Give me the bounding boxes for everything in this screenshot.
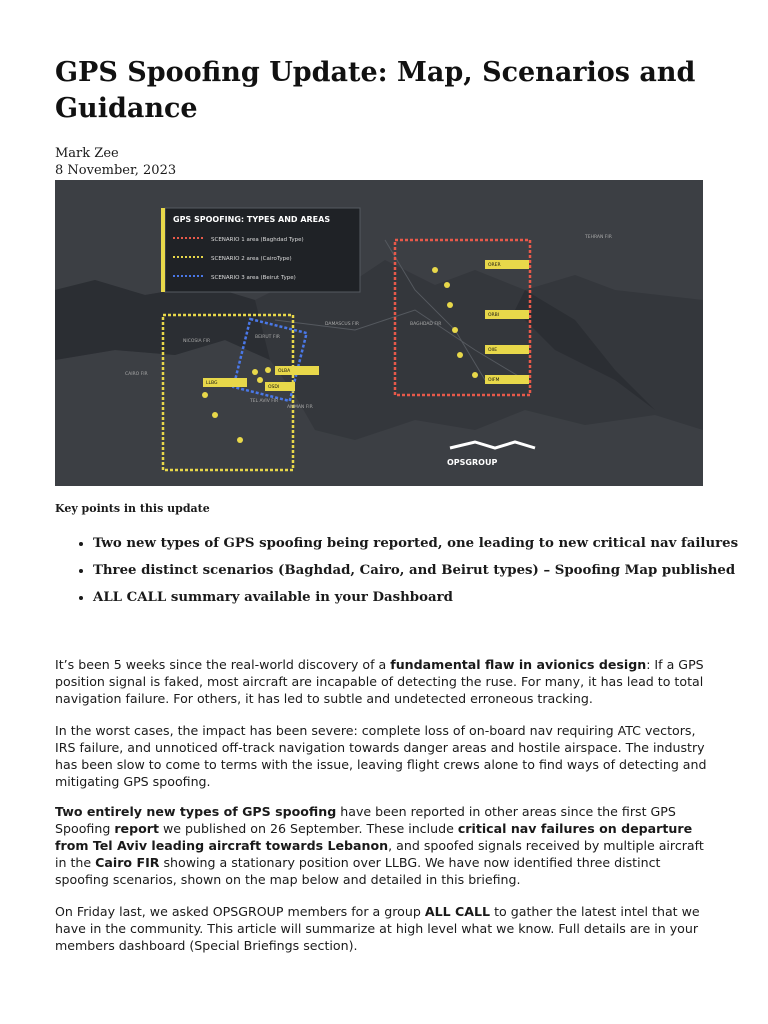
key-point-1: • Two new types of GPS spoofing being reported, one leading to new critical nav failures xyxy=(93,535,743,553)
author-name: Mark Zee xyxy=(55,146,119,161)
map-legend-title: GPS SPOOFING: TYPES AND AREAS xyxy=(173,215,331,224)
region-telaviv: TEL AVIV FIR xyxy=(250,399,279,404)
key-points-list xyxy=(73,535,743,616)
p1-text-a: It’s been 5 weeks since the real-world discovery of a xyxy=(55,657,391,672)
p3-emphasis-a: Two entirely new types of GPS spoofing xyxy=(55,804,337,819)
p3-text-h: showing a stationary position over LLBG. We have now identified three distinct spoofing scenarios, shown on the map below and detailed in this briefing. xyxy=(55,855,661,887)
paragraph-3 xyxy=(55,803,715,888)
p1-text-c: : If a GPS position signal is faked, most aircraft are incapable of detecting the ruse. For many, it has lead to total navigation failure. For others, it has led to subtle and undetected erroneous tracking. xyxy=(55,657,704,706)
region-amman: AMMAN FIR xyxy=(287,405,313,410)
region-nicosia: NICOSIA FIR xyxy=(183,339,211,344)
p3-text-f: , and spoofed signals received by multiple aircraft in the xyxy=(55,838,704,870)
key-points-heading: Key points in this update xyxy=(55,502,210,515)
callout-oiie: OIIE xyxy=(488,348,498,353)
callout-orer: ORER xyxy=(488,263,501,268)
p3-text-b: have been reported in other areas since the first GPS Spoofing xyxy=(55,804,676,836)
paragraph-4 xyxy=(55,903,715,954)
paragraph-2: In the worst cases, the impact has been severe: complete loss of on-board nav requiring ATC vectors, IRS failure, and unnoticed off-track navigation towards danger areas and hostile airspace. The industry has been slow to come to terms with the issue, leaving flight crews alone to find ways of detecting and mitigating GPS spoofing. xyxy=(55,723,707,789)
p3-emphasis-g: Cairo FIR xyxy=(95,855,160,870)
p3-emphasis-e: critical nav failures on departure from Tel Aviv leading aircraft towards Lebanon xyxy=(55,821,693,853)
p1-emphasis: fundamental flaw in avionics design xyxy=(390,657,647,672)
byline xyxy=(55,145,176,179)
spoofing-map-image xyxy=(55,180,703,486)
legend-scenario-3: SCENARIO 3 area (Beirut Type) xyxy=(211,275,296,281)
callout-osdi: OSDI xyxy=(268,385,280,390)
legend-scenario-1: SCENARIO 1 area (Baghdad Type) xyxy=(211,237,304,243)
callout-orbi: ORBI xyxy=(488,313,500,318)
report-link[interactable]: report xyxy=(114,821,159,836)
region-damascus: DAMASCUS FIR xyxy=(325,322,360,327)
paragraph-1 xyxy=(55,656,715,707)
key-point-2: • Three distinct scenarios (Baghdad, Cairo, and Beirut types) – Spoofing Map published xyxy=(93,562,743,580)
region-cairo: CAIRO FIR xyxy=(125,372,148,377)
p4-text-a: On Friday last, we asked OPSGROUP members for a group xyxy=(55,904,425,919)
publish-date: 8 November, 2023 xyxy=(55,163,177,178)
callout-olba: OLBA xyxy=(278,369,291,374)
article-title: GPS Spoofing Update: Map, Scenarios and Guidance xyxy=(55,57,696,124)
key-point-3: • ALL CALL summary available in your Dashboard xyxy=(93,589,743,607)
land-north xyxy=(55,180,703,300)
legend-scenario-2: SCENARIO 2 area (CairoType) xyxy=(211,256,292,262)
region-tehran: TEHRAN FIR xyxy=(585,235,612,240)
callout-oifm: OIFM xyxy=(488,378,500,383)
p3-text-d: we published on 26 September. These include xyxy=(158,821,458,836)
p4-text-c: to gather the latest intel that we have in the community. This article will summarize at high level what we know. Full details are in your members dashboard (Special Briefings section). xyxy=(55,904,700,953)
p4-emphasis: ALL CALL xyxy=(424,904,491,919)
region-beirut: BEIRUT FIR xyxy=(255,335,280,340)
callout-llbg: LLBG xyxy=(206,381,218,386)
gulf xyxy=(515,290,655,410)
region-baghdad: BAGHDAD FIR xyxy=(410,322,442,327)
opsgroup-logo: OPSGROUP xyxy=(447,458,498,467)
